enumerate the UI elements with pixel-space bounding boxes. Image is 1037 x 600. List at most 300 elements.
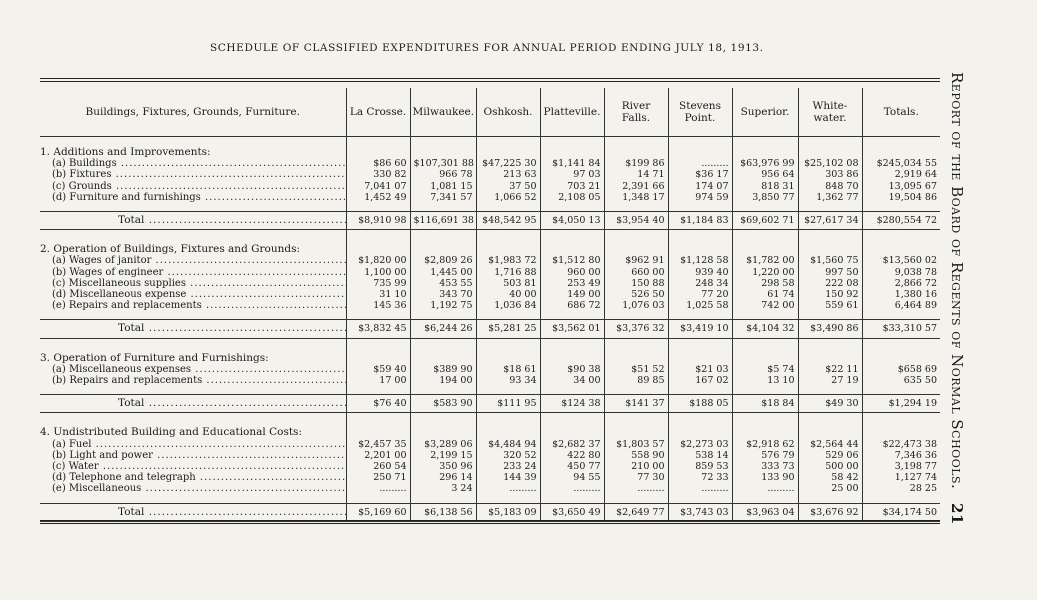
total-amount: $18 84 <box>732 395 798 413</box>
cell-spacer <box>802 353 859 364</box>
spacer-cell <box>40 230 346 245</box>
spacer-cell <box>604 386 668 395</box>
amount: 2,108 05 <box>558 191 601 203</box>
line-item-label: (c) Grounds ..... <box>40 181 343 192</box>
spacer-cell <box>540 311 604 320</box>
amount: 260 54 <box>373 461 407 473</box>
spacer-cell <box>732 413 798 428</box>
column-header: River Falls. <box>604 88 668 137</box>
header-row <box>40 88 940 137</box>
spacer-cell <box>604 495 668 504</box>
value-cell <box>476 427 540 494</box>
value-cell <box>668 244 732 311</box>
amount: $22,473 38 <box>882 438 937 450</box>
total-amount: $141 37 <box>604 395 668 413</box>
column-header: Totals. <box>862 88 940 137</box>
amount: $86 60 <box>373 158 407 170</box>
cell-spacer <box>736 244 795 255</box>
amount: $21 03 <box>695 363 729 375</box>
amount: 77 30 <box>637 472 665 484</box>
top-rule-double <box>40 81 940 82</box>
amount: $90 38 <box>567 363 601 375</box>
line-item-label: (e) Repairs and replacements ..... <box>40 300 343 311</box>
spacer-cell <box>604 311 668 320</box>
spacer-cell <box>798 338 862 353</box>
amount: 40 00 <box>509 289 537 301</box>
amount: $36 17 <box>695 169 729 181</box>
amount: 1,127 74 <box>894 472 937 484</box>
cell-spacer <box>544 353 601 364</box>
spacer-cell <box>862 203 940 212</box>
total-amount: $3,743 03 <box>668 503 732 521</box>
amount: 94 55 <box>573 472 601 484</box>
amount: ......... <box>573 483 601 495</box>
amount: $2,564 44 <box>810 438 859 450</box>
amount: 7,041 07 <box>364 180 407 192</box>
spacer-cell <box>346 386 410 395</box>
cell-spacer <box>544 244 601 255</box>
total-amount: $34,174 50 <box>862 503 940 521</box>
cell-spacer <box>736 353 795 364</box>
amount: $107,301 88 <box>413 158 474 170</box>
amount: 3 24 <box>451 483 473 495</box>
pre-total-spacer <box>40 495 940 504</box>
amount: 3,198 77 <box>894 461 937 473</box>
spacer-cell <box>732 203 798 212</box>
cell-spacer <box>608 353 665 364</box>
amount: 2,919 64 <box>894 169 937 181</box>
spacer-cell <box>540 137 604 148</box>
spacer-cell <box>862 311 940 320</box>
section-row <box>40 427 940 494</box>
cell-spacer <box>414 427 473 438</box>
amount: 818 31 <box>761 180 795 192</box>
amount: ......... <box>509 483 537 495</box>
section-label-cell <box>40 244 346 311</box>
amount: 133 90 <box>761 472 795 484</box>
total-amount: $6,244 26 <box>410 320 476 338</box>
spacer-cell <box>862 137 940 148</box>
cell-spacer <box>480 427 537 438</box>
spacer-cell <box>668 413 732 428</box>
amount: 453 55 <box>439 277 473 289</box>
spacer-cell <box>668 230 732 245</box>
total-amount: $111 95 <box>476 395 540 413</box>
total-amount: $3,562 01 <box>540 320 604 338</box>
section-row <box>40 147 940 203</box>
spacer-cell <box>40 495 346 504</box>
spacer-cell <box>410 311 476 320</box>
cell-spacer <box>480 244 537 255</box>
amount: 93 34 <box>509 375 537 387</box>
line-item-label: (a) Buildings ..... <box>40 158 343 169</box>
section-title: 1. Additions and Improvements: <box>40 147 211 158</box>
amount: 500 00 <box>825 461 859 473</box>
value-cell <box>604 147 668 203</box>
cell-spacer <box>608 427 665 438</box>
column-header: Milwaukee. <box>410 88 476 137</box>
spacer-cell <box>410 230 476 245</box>
spacer-cell <box>732 311 798 320</box>
amount: 703 21 <box>567 180 601 192</box>
amount: 2,391 66 <box>622 180 665 192</box>
value-cell <box>798 244 862 311</box>
total-amount: $3,376 32 <box>604 320 668 338</box>
cell-spacer <box>544 427 601 438</box>
amount: 58 42 <box>831 472 859 484</box>
cell-spacer <box>866 427 938 438</box>
spacer-cell <box>40 413 346 428</box>
value-cell <box>862 244 940 311</box>
amount: $389 90 <box>433 363 473 375</box>
column-header: Platteville. <box>540 88 604 137</box>
amount: ......... <box>637 483 665 495</box>
value-cell <box>732 147 798 203</box>
amount: 422 80 <box>567 449 601 461</box>
amount: 1,100 00 <box>364 266 407 278</box>
spacer-cell <box>668 495 732 504</box>
value-cell <box>862 427 940 494</box>
value-cell <box>798 353 862 387</box>
amount: 28 25 <box>909 483 937 495</box>
total-amount: $3,832 45 <box>346 320 410 338</box>
spacer-cell <box>346 203 410 212</box>
amount: 150 88 <box>631 277 665 289</box>
amount: 144 39 <box>503 472 537 484</box>
spacer-cell <box>40 338 346 353</box>
amount: 97 03 <box>573 169 601 181</box>
amount: 9,038 78 <box>894 266 937 278</box>
amount: 174 07 <box>695 180 729 192</box>
amount: 660 00 <box>631 266 665 278</box>
section-spacer <box>40 230 940 245</box>
value-cell <box>540 147 604 203</box>
total-amount: $3,650 49 <box>540 503 604 521</box>
amount: $59 40 <box>373 363 407 375</box>
total-row <box>40 503 940 521</box>
section-row <box>40 353 940 387</box>
spacer-cell <box>798 386 862 395</box>
amount: 25 00 <box>831 483 859 495</box>
cell-spacer <box>350 427 407 438</box>
spacer-cell <box>862 230 940 245</box>
spacer-cell <box>540 338 604 353</box>
amount: 77 20 <box>701 289 729 301</box>
section-row <box>40 244 940 311</box>
amount: 6,464 89 <box>894 300 937 312</box>
amount: $1,560 75 <box>810 255 859 267</box>
amount: $1,128 58 <box>680 255 729 267</box>
value-cell <box>798 147 862 203</box>
amount: 997 50 <box>825 266 859 278</box>
spacer-cell <box>604 230 668 245</box>
value-cell <box>732 353 798 387</box>
amount: 1,220 00 <box>752 266 795 278</box>
spacer-cell <box>346 311 410 320</box>
spacer-cell <box>668 311 732 320</box>
amount: $658 69 <box>897 363 937 375</box>
value-cell <box>668 353 732 387</box>
total-amount: $3,963 04 <box>732 503 798 521</box>
column-header: Buildings, Fixtures, Grounds, Furniture. <box>40 88 346 137</box>
page-title: SCHEDULE OF CLASSIFIED EXPENDITURES FOR ANNUAL PERIOD ENDING JULY 18, 1913. <box>210 42 764 54</box>
line-item-label: (d) Telephone and telegraph ..... <box>40 472 343 483</box>
amount: ......... <box>701 483 729 495</box>
amount: $3,289 06 <box>424 438 473 450</box>
total-amount: $3,419 10 <box>668 320 732 338</box>
spacer-cell <box>604 137 668 148</box>
amount: $22 11 <box>825 363 859 375</box>
spacer-cell <box>732 137 798 148</box>
amount: 1,380 16 <box>894 289 937 301</box>
amount: $2,273 03 <box>680 438 729 450</box>
amount: 2,866 72 <box>894 277 937 289</box>
spacer-cell <box>798 230 862 245</box>
value-cell <box>604 353 668 387</box>
value-cell <box>604 427 668 494</box>
line-item-label: (b) Light and power ..... <box>40 450 343 461</box>
amount: $63,976 99 <box>740 158 795 170</box>
amount: 960 00 <box>567 266 601 278</box>
total-amount: $6,138 56 <box>410 503 476 521</box>
line-item-label: (b) Fixtures ..... <box>40 169 343 180</box>
spacer-cell <box>732 338 798 353</box>
amount: 1,452 49 <box>364 191 407 203</box>
spacer-cell <box>668 338 732 353</box>
amount: 526 50 <box>631 289 665 301</box>
amount: 296 14 <box>439 472 473 484</box>
amount: $1,820 00 <box>358 255 407 267</box>
value-cell <box>862 353 940 387</box>
value-cell <box>668 427 732 494</box>
pre-total-spacer <box>40 203 940 212</box>
value-cell <box>798 427 862 494</box>
total-amount: $3,490 86 <box>798 320 862 338</box>
total-amount: $116,691 38 <box>410 212 476 230</box>
value-cell <box>668 147 732 203</box>
amount: $51 52 <box>631 363 665 375</box>
total-row <box>40 320 940 338</box>
running-head-text: Report of the Board of Regents of Normal Schools. <box>948 72 966 490</box>
total-amount: $1,294 19 <box>862 395 940 413</box>
cell-spacer <box>414 244 473 255</box>
amount: 320 52 <box>503 449 537 461</box>
spacer-cell <box>346 137 410 148</box>
value-cell <box>410 427 476 494</box>
spacer-cell <box>604 203 668 212</box>
amount: 27 19 <box>831 375 859 387</box>
amount: 538 14 <box>695 449 729 461</box>
section-spacer <box>40 137 940 148</box>
value-cell <box>732 244 798 311</box>
spacer-cell <box>476 203 540 212</box>
spacer-cell <box>798 413 862 428</box>
line-item-label: (a) Miscellaneous expenses ..... <box>40 364 343 375</box>
value-cell <box>540 353 604 387</box>
value-cell <box>410 147 476 203</box>
amount: 686 72 <box>567 300 601 312</box>
spacer-cell <box>476 338 540 353</box>
column-header: White-water. <box>798 88 862 137</box>
side-running-head <box>948 72 966 524</box>
amount: 503 81 <box>503 277 537 289</box>
amount: 145 36 <box>373 300 407 312</box>
spacer-cell <box>410 413 476 428</box>
amount: 1,362 77 <box>816 191 859 203</box>
cell-spacer <box>672 353 729 364</box>
section-title: 4. Undistributed Building and Educational Costs: <box>40 427 302 439</box>
cell-spacer <box>480 353 537 364</box>
section-spacer <box>40 338 940 353</box>
value-cell <box>410 244 476 311</box>
value-cell <box>732 427 798 494</box>
cell-spacer <box>672 427 729 438</box>
amount: 17 00 <box>379 375 407 387</box>
amount: 576 79 <box>761 449 795 461</box>
amount: 742 00 <box>761 300 795 312</box>
amount: 213 63 <box>503 169 537 181</box>
amount: 350 96 <box>439 461 473 473</box>
expenditure-table <box>40 88 940 522</box>
spacer-cell <box>40 203 346 212</box>
amount: 167 02 <box>695 375 729 387</box>
amount: $1,983 72 <box>488 255 537 267</box>
total-amount: $8,910 98 <box>346 212 410 230</box>
spacer-cell <box>346 230 410 245</box>
amount: 19,504 86 <box>888 191 937 203</box>
amount: 13,095 67 <box>888 180 937 192</box>
amount: $1,512 80 <box>552 255 601 267</box>
spacer-cell <box>476 413 540 428</box>
amount: 72 33 <box>701 472 729 484</box>
spacer-cell <box>732 386 798 395</box>
amount: $18 61 <box>503 363 537 375</box>
total-amount: $124 38 <box>540 395 604 413</box>
cell-spacer <box>736 147 795 158</box>
amount: 1,445 00 <box>430 266 473 278</box>
column-header: Superior. <box>732 88 798 137</box>
spacer-cell <box>40 311 346 320</box>
line-item-label: (e) Miscellaneous ..... <box>40 483 343 494</box>
value-cell <box>346 353 410 387</box>
spacer-cell <box>732 230 798 245</box>
spacer-cell <box>540 413 604 428</box>
spacer-cell <box>604 413 668 428</box>
spacer-cell <box>410 386 476 395</box>
line-item-label: (c) Miscellaneous supplies ..... <box>40 278 343 289</box>
amount: 150 92 <box>825 289 859 301</box>
total-amount: $5,281 25 <box>476 320 540 338</box>
bottom-rule-double <box>40 523 940 524</box>
cell-spacer <box>480 147 537 158</box>
amount: 974 59 <box>695 191 729 203</box>
amount: $1,803 57 <box>616 438 665 450</box>
cell-spacer <box>350 244 407 255</box>
total-label: Total ..... <box>40 212 346 230</box>
spacer-cell <box>410 203 476 212</box>
total-amount: $4,050 13 <box>540 212 604 230</box>
cell-spacer <box>672 244 729 255</box>
total-row <box>40 212 940 230</box>
cell-spacer <box>802 244 859 255</box>
amount: $962 91 <box>625 255 665 267</box>
amount: 1,066 52 <box>494 191 537 203</box>
spacer-cell <box>346 413 410 428</box>
amount: 31 10 <box>379 289 407 301</box>
spacer-cell <box>40 137 346 148</box>
amount: $1,782 00 <box>746 255 795 267</box>
amount: $25,102 08 <box>804 158 859 170</box>
value-cell <box>410 353 476 387</box>
total-row <box>40 395 940 413</box>
amount: 34 00 <box>573 375 601 387</box>
amount: 7,346 36 <box>894 449 937 461</box>
amount: $2,809 26 <box>424 255 473 267</box>
total-amount: $69,602 71 <box>732 212 798 230</box>
top-rule <box>40 78 940 79</box>
amount: 250 71 <box>373 472 407 484</box>
amount: 966 78 <box>439 169 473 181</box>
spacer-cell <box>476 495 540 504</box>
total-amount: $1,184 83 <box>668 212 732 230</box>
cell-spacer <box>544 147 601 158</box>
value-cell <box>540 427 604 494</box>
amount: 558 90 <box>631 449 665 461</box>
amount: 13 10 <box>767 375 795 387</box>
amount: ......... <box>701 158 729 170</box>
amount: 210 00 <box>631 461 665 473</box>
cell-spacer <box>608 244 665 255</box>
section-title: 2. Operation of Buildings, Fixtures and Grounds: <box>40 244 301 256</box>
line-item-label: (a) Wages of janitor ..... <box>40 255 343 266</box>
total-amount: $583 90 <box>410 395 476 413</box>
section-label-cell <box>40 147 346 203</box>
total-amount: $49 30 <box>798 395 862 413</box>
amount: 859 53 <box>695 461 729 473</box>
total-amount: $5,169 60 <box>346 503 410 521</box>
line-item-label: (d) Furniture and furnishings ..... <box>40 192 343 203</box>
line-item-label: (d) Miscellaneous expense ..... <box>40 289 343 300</box>
amount: ......... <box>767 483 795 495</box>
amount: $47,225 30 <box>482 158 537 170</box>
amount: 1,076 03 <box>622 300 665 312</box>
spacer-cell <box>476 230 540 245</box>
amount: $2,918 62 <box>746 438 795 450</box>
cell-spacer <box>414 353 473 364</box>
amount: 343 70 <box>439 289 473 301</box>
value-cell <box>346 244 410 311</box>
cell-spacer <box>608 147 665 158</box>
column-header: Oshkosh. <box>476 88 540 137</box>
amount: 635 50 <box>903 375 937 387</box>
amount: 61 74 <box>767 289 795 301</box>
cell-spacer <box>736 427 795 438</box>
amount: $5 74 <box>767 363 795 375</box>
spacer-cell <box>346 338 410 353</box>
total-label: Total ..... <box>40 503 346 521</box>
spacer-cell <box>862 495 940 504</box>
value-cell <box>862 147 940 203</box>
spacer-cell <box>410 338 476 353</box>
amount: $2,457 35 <box>358 438 407 450</box>
cell-spacer <box>414 147 473 158</box>
spacer-cell <box>798 203 862 212</box>
page-number: 21 <box>948 502 966 525</box>
total-amount: $33,310 57 <box>862 320 940 338</box>
line-item-label: (c) Water ..... <box>40 461 343 472</box>
line-item-label: (a) Fuel ..... <box>40 439 343 450</box>
spacer-cell <box>40 386 346 395</box>
